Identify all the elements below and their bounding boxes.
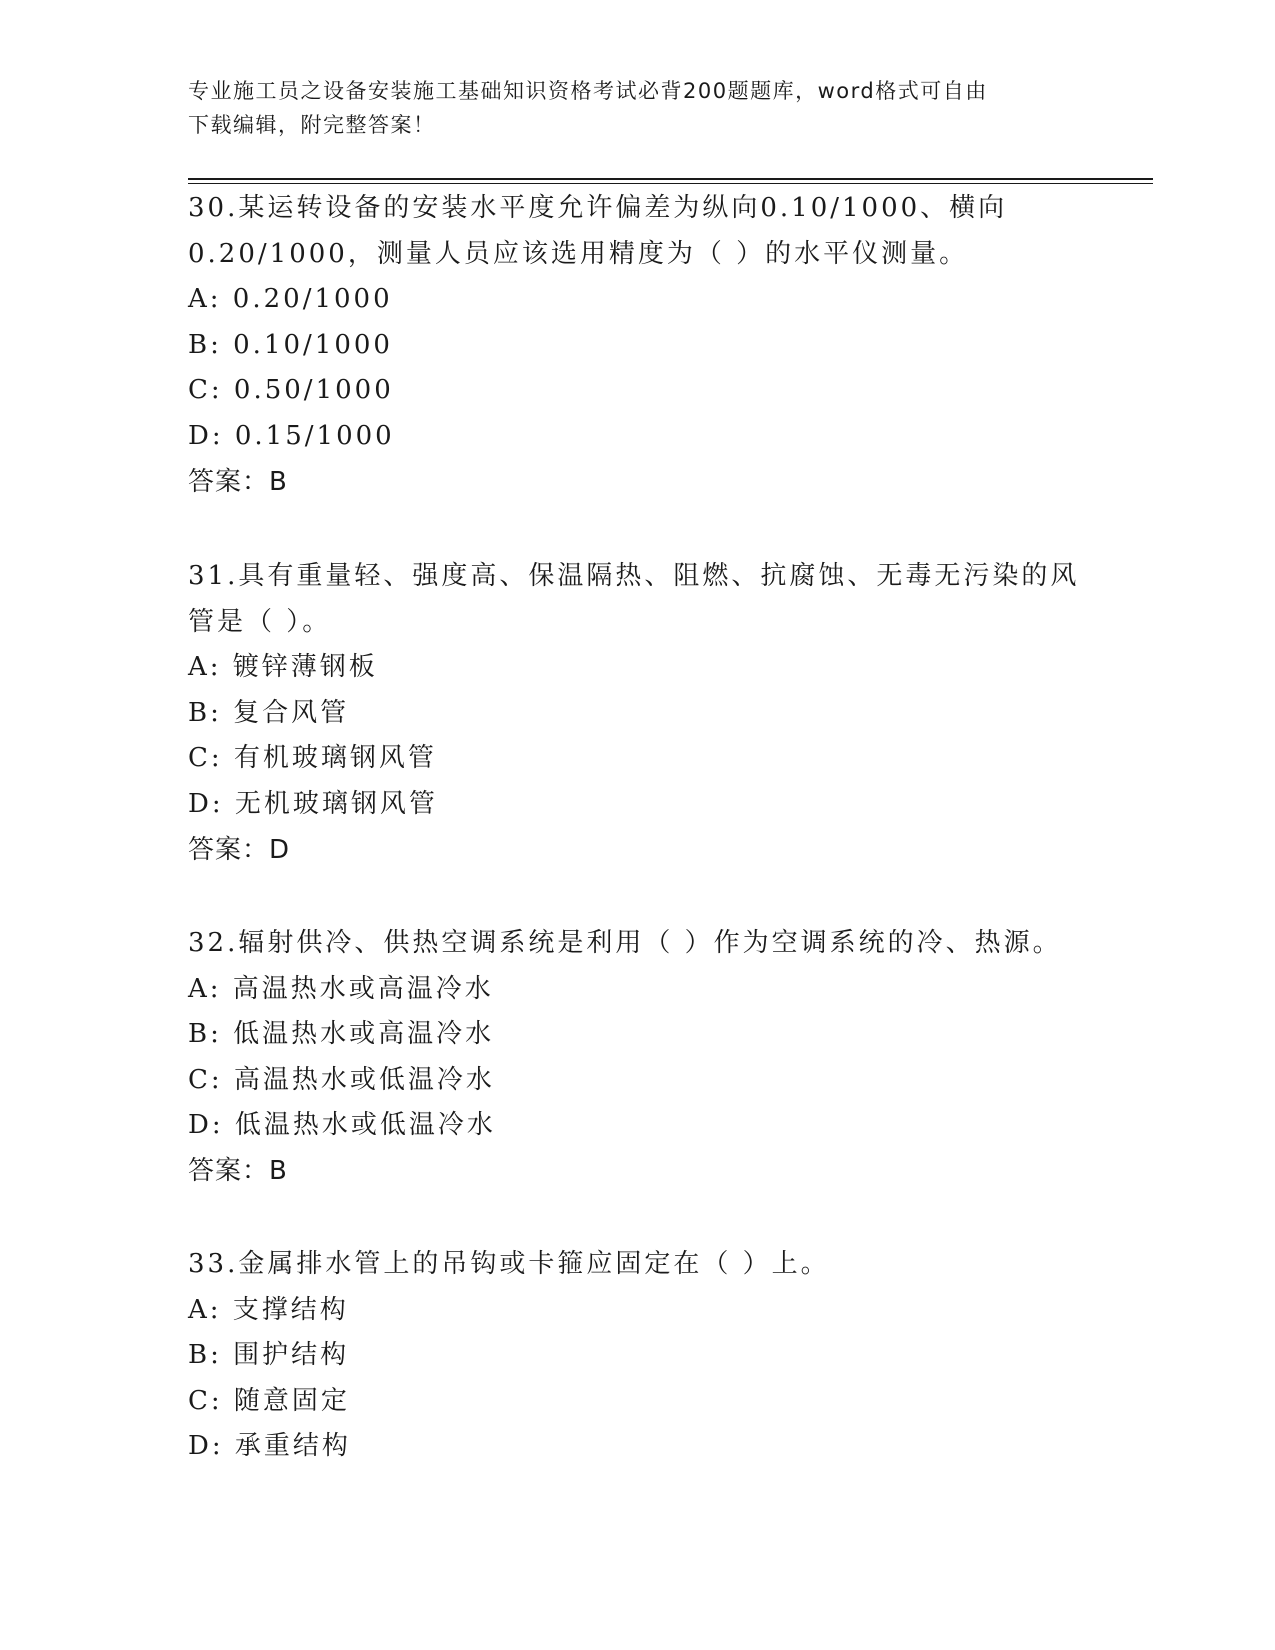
option-c: C: 0.50/1000 bbox=[188, 375, 394, 406]
header-line-1: 专业施工员之设备安装施工基础知识资格考试必背200题题库，word格式可自由 bbox=[188, 79, 988, 103]
answer-line: 答案：B bbox=[188, 466, 288, 497]
question-stem-line: 0.20/1000，测量人员应该选用精度为（ ）的水平仪测量。 bbox=[188, 238, 969, 269]
answer-line: 答案：B bbox=[188, 1155, 288, 1186]
option-d: D: 0.15/1000 bbox=[188, 420, 395, 451]
option-d: D: 承重结构 bbox=[188, 1431, 351, 1462]
document-header bbox=[188, 74, 1088, 142]
option-d: D: 无机玻璃钢风管 bbox=[188, 788, 438, 819]
option-a: A: 支撑结构 bbox=[188, 1294, 349, 1325]
question-stem bbox=[188, 921, 1088, 967]
option-b: B: 0.10/1000 bbox=[188, 329, 393, 360]
question-stem bbox=[188, 554, 1088, 645]
option-b: B: 复合风管 bbox=[188, 697, 350, 728]
option-c: C: 有机玻璃钢风管 bbox=[188, 743, 437, 774]
option-a: A: 镀锌薄钢板 bbox=[188, 652, 378, 683]
option-d: D: 低温热水或低温冷水 bbox=[188, 1110, 496, 1141]
question-stem-line: 32.辐射供冷、供热空调系统是利用（ ）作为空调系统的冷、热源。 bbox=[188, 928, 1062, 958]
question-33 bbox=[188, 1242, 1088, 1470]
question-stem bbox=[188, 186, 1088, 277]
header-line-2: 下载编辑，附完整答案！ bbox=[188, 113, 436, 137]
question-stem-line: 30.某运转设备的安装水平度允许偏差为纵向0.10/1000、横向 bbox=[188, 193, 1008, 223]
option-a: A: 0.20/1000 bbox=[188, 284, 393, 315]
option-c: C: 高温热水或低温冷水 bbox=[188, 1064, 495, 1095]
question-30 bbox=[188, 186, 1088, 505]
answer-line: 答案：D bbox=[188, 834, 291, 865]
question-stem-line: 31.具有重量轻、强度高、保温隔热、阻燃、抗腐蚀、无毒无污染的风 bbox=[188, 561, 1080, 591]
question-stem bbox=[188, 1242, 1088, 1288]
header-divider-thick bbox=[188, 178, 1153, 180]
option-c: C: 随意固定 bbox=[188, 1385, 350, 1416]
question-32 bbox=[188, 921, 1088, 1195]
question-stem-line: 管是（ ）。 bbox=[188, 606, 332, 637]
option-b: B: 低温热水或高温冷水 bbox=[188, 1019, 495, 1050]
option-b: B: 围护结构 bbox=[188, 1340, 350, 1371]
question-stem-line: 33.金属排水管上的吊钩或卡箍应固定在（ ）上。 bbox=[188, 1249, 830, 1279]
question-31 bbox=[188, 554, 1088, 873]
header-divider-thin bbox=[188, 183, 1153, 184]
option-a: A: 高温热水或高温冷水 bbox=[188, 973, 494, 1004]
